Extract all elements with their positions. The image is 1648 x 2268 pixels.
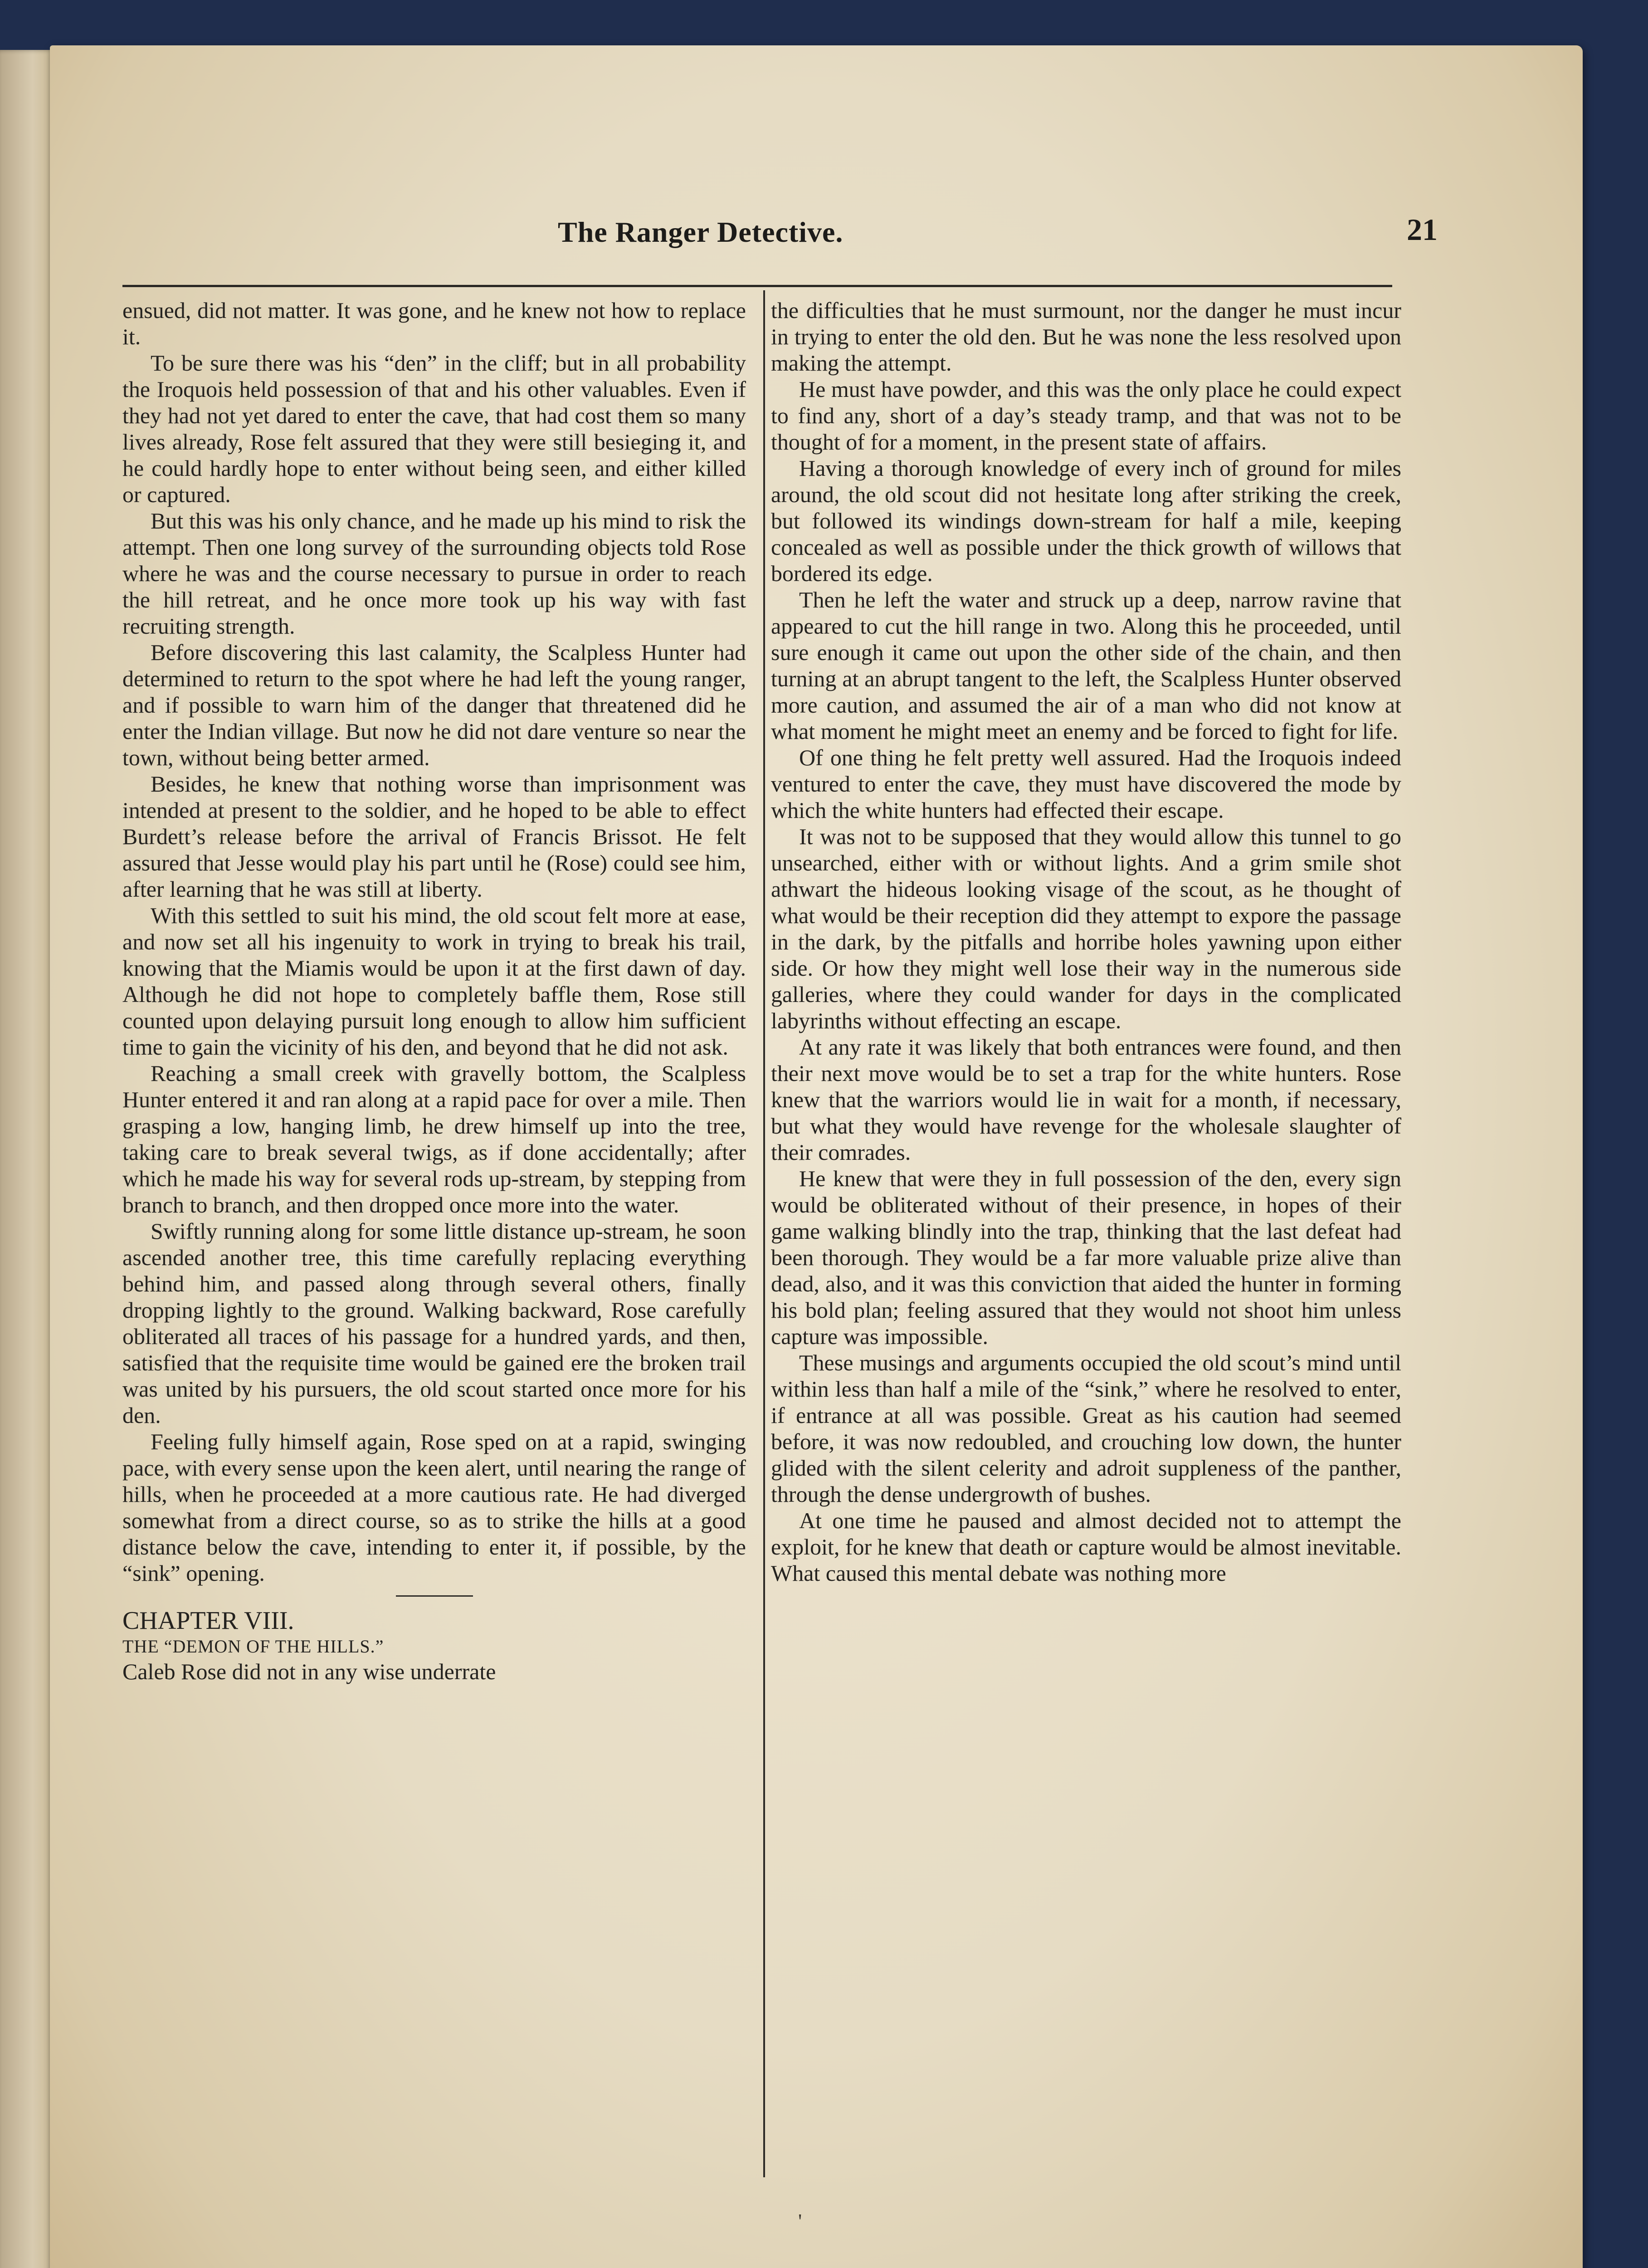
paragraph: the difficulties that he must surmount, nor the danger he must incur in trying to enter the old den. But he was none the less resolved upon making the attempt. bbox=[771, 298, 1401, 376]
left-column bbox=[122, 297, 746, 1685]
paragraph: These musings and arguments occupied the old scout’s mind until within less than half a mile of the “sink,” where he resolved to enter, if entrance at all was possible. Great as his caution had seemed before, it was now redoubled, and crouching low down, the hunter glided with the silent celerity and adroit suppleness of the panther, through the dense undergrowth of bushes. bbox=[771, 1350, 1401, 1507]
paragraph: With this settled to suit his mind, the old scout felt more at ease, and now set all his ingenuity to work in trying to break his trail, knowing that the Miamis would be upon it at the first dawn of day. Although he did not hope to completely baffle them, Rose still counted upon delaying pursuit long enough to allow him sufficient time to gain the vicinity of his den, and beyond that he did not ask. bbox=[122, 903, 746, 1060]
right-column bbox=[771, 297, 1401, 1586]
page-number: 21 bbox=[1407, 212, 1438, 247]
paragraph: He must have powder, and this was the only place he could expect to find any, short of a day’s steady tramp, and that was not to be thought of for a moment, in the present state of affairs. bbox=[771, 376, 1401, 455]
paragraph: Reaching a small creek with gravelly bottom, the Scalpless Hunter entered it and ran along at a rapid pace for over a mile. Then grasping a low, hanging limb, he drew himself up into the tree, taking care to break several twigs, as if done accidentally; after which he made his way for several rods up-stream, by stepping from branch to branch, and then dropped once more into the water. bbox=[122, 1061, 746, 1217]
paragraph: At one time he paused and almost decided not to attempt the exploit, for he knew that death or capture would be almost inevitable. What caused this mental debate was nothing more bbox=[771, 1508, 1401, 1586]
chapter-subtitle: THE “DEMON OF THE HILLS.” bbox=[122, 1636, 384, 1657]
paragraph: Besides, he knew that nothing worse than imprisonment was intended at present to the soldier, and he hoped to be able to effect Burdett’s release before the arrival of Francis Brissot. He felt assured that Jesse would play his part until he (Rose) could see him, after learning that he was still at liberty. bbox=[122, 771, 746, 902]
facing-page-edge bbox=[0, 50, 54, 2268]
paragraph: Having a thorough knowledge of every inch of ground for miles around, the old scout did not hesitate long after striking the creek, but followed its windings down-stream for half a mile, keeping concealed as well as possible under the thick growth of willows that bordered its edge. bbox=[771, 455, 1401, 586]
paragraph: Then he left the water and struck up a deep, narrow ravine that appeared to cut the hill range in two. Along this he proceeded, until sure enough it came out upon the other side of the chain, and then turning at an abrupt tangent to the left, the Scalpless Hunter observed more caution, and assumed the air of a man who did not know at what moment he might meet an enemy and be forced to fight for life. bbox=[771, 587, 1401, 744]
paragraph: Swiftly running along for some little distance up-stream, he soon ascended another tree, this time carefully replacing everything behind him, and passed along through several others, finally dropping lightly to the ground. Walking backward, Rose carefully obliterated all traces of his passage for a hundred yards, and then, satisfied that the requisite time would be gained ere the broken trail was united by his pursuers, the old scout started once more for his den. bbox=[122, 1218, 746, 1428]
paragraph: ensued, did not matter. It was gone, and he knew not how to replace it. bbox=[122, 298, 746, 349]
running-title: The Ranger Detective. bbox=[558, 216, 844, 248]
paragraph: It was not to be supposed that they would allow this tunnel to go unsearched, either with or without lights. And a grim smile shot athwart the hideous looking visage of the scout, as he thought of what would be their reception did they attempt to expore the passage in the dark, by the pitfalls and horribe holes yawning upon either side. Or how they might well lose their way in the numerous side galleries, where they could wander for days in the complicated labyrinths without effecting an escape. bbox=[771, 824, 1401, 1033]
printer-mark: ' bbox=[798, 2209, 802, 2233]
chapter-rule bbox=[396, 1595, 473, 1597]
chapter-heading: CHAPTER VIII. bbox=[122, 1607, 294, 1635]
page-header bbox=[508, 212, 1438, 265]
column-divider bbox=[763, 290, 765, 2177]
paragraph: At any rate it was likely that both entrances were found, and then their next move would be to set a trap for the white hunters. Rose knew that the warriors would lie in wait for a month, if necessary, but what they would have revenge for the wholesale slaughter of their comrades. bbox=[771, 1034, 1401, 1165]
paragraph: Of one thing he felt pretty well assured. Had the Iroquois indeed ventured to enter the cave, they must have discovered the mode by which the white hunters had effected their escape. bbox=[771, 745, 1401, 823]
paragraph: Feeling fully himself again, Rose sped on at a rapid, swinging pace, with every sense upon the keen alert, until nearing the range of hills, when he proceeded at a more cautious rate. He had diverged somewhat from a direct course, so as to strike the hills at a good distance below the cave, intending to enter it, if possible, by the “sink” opening. bbox=[122, 1429, 746, 1586]
paragraph: To be sure there was his “den” in the cliff; but in all probability the Iroquois held possession of that and his other valuables. Even if they had not yet dared to enter the cave, that had cost them so many lives already, Rose felt assured that they were still besieging it, and he could hardly hope to enter without being seen, and either killed or captured. bbox=[122, 350, 746, 507]
paragraph: He knew that were they in full possession of the den, every sign would be obliterated without of their presence, in hopes of their game walking blindly into the trap, thinking that the last defeat had been thorough. They would be a far more valuable prize alive than dead, also, and it was this conviction that aided the hunter in forming his bold plan; feeling assured that they would not shoot him unless capture was impossible. bbox=[771, 1166, 1401, 1349]
chapter-opening-line: Caleb Rose did not in any wise underrate bbox=[122, 1659, 496, 1684]
header-rule bbox=[122, 285, 1392, 287]
paragraph: Before discovering this last calamity, the Scalpless Hunter had determined to return to the spot where he had left the young ranger, and if possible to warn him of the danger that threatened did he enter the Indian village. But now he did not dare venture so near the town, without being better armed. bbox=[122, 640, 746, 770]
paragraph: But this was his only chance, and he made up his mind to risk the attempt. Then one long survey of the surrounding objects told Rose where he was and the course necessary to pursue in order to reach the hill retreat, and he once more took up his way with fast recruiting strength. bbox=[122, 508, 746, 639]
